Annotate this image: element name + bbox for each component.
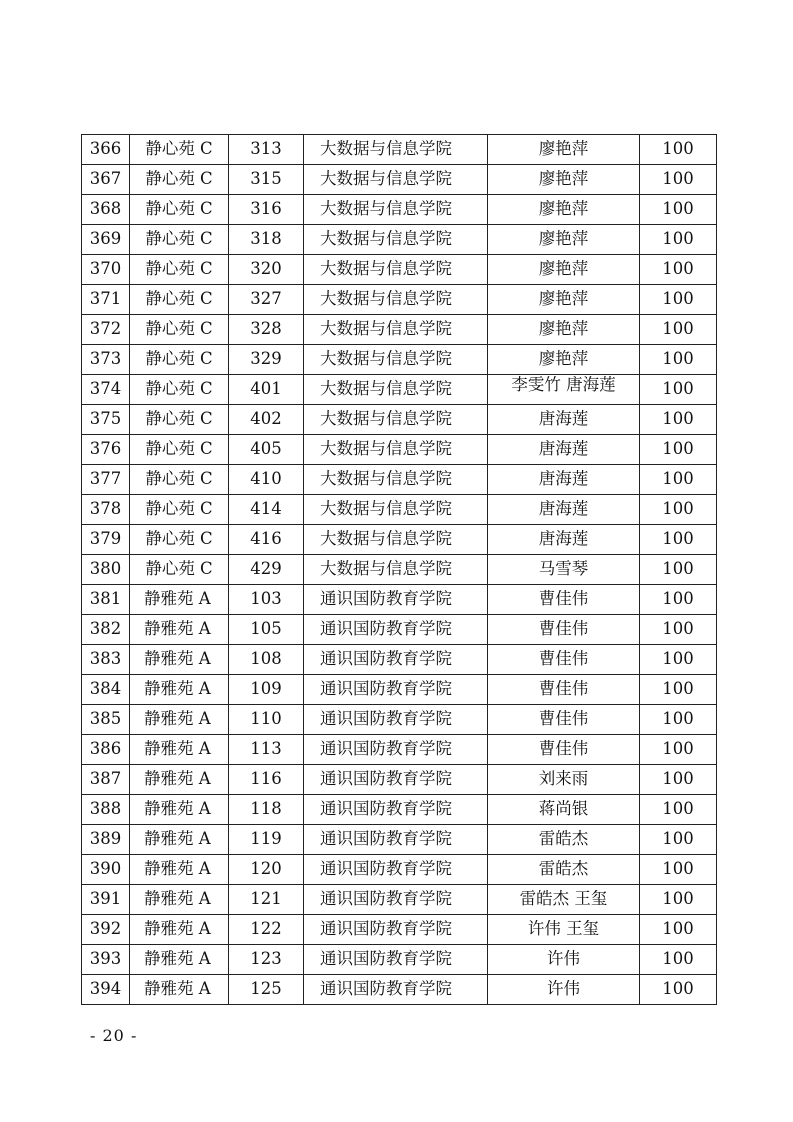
room-cell: 108 [229, 645, 304, 675]
building-cell: 静雅苑 A [130, 645, 229, 675]
table-row [82, 225, 717, 255]
table-row [82, 735, 717, 765]
college-cell: 通识国防教育学院 [304, 705, 488, 735]
dormitory-score-table [81, 134, 717, 1005]
score-cell: 100 [640, 315, 717, 345]
score-cell: 100 [640, 135, 717, 165]
college-cell: 通识国防教育学院 [304, 945, 488, 975]
table-row [82, 195, 717, 225]
inspector-name-cell: 曹佳伟 [488, 585, 640, 615]
college-cell: 通识国防教育学院 [304, 915, 488, 945]
college-cell: 大数据与信息学院 [304, 495, 488, 525]
room-cell: 103 [229, 585, 304, 615]
score-cell: 100 [640, 945, 717, 975]
room-cell: 414 [229, 495, 304, 525]
college-cell: 通识国防教育学院 [304, 675, 488, 705]
room-cell: 416 [229, 525, 304, 555]
score-cell: 100 [640, 525, 717, 555]
inspector-name-cell: 唐海莲 [488, 435, 640, 465]
table-row [82, 615, 717, 645]
room-cell: 329 [229, 345, 304, 375]
room-cell: 105 [229, 615, 304, 645]
score-cell: 100 [640, 615, 717, 645]
table-row [82, 765, 717, 795]
building-cell: 静心苑 C [130, 315, 229, 345]
table-body [82, 135, 717, 1005]
room-cell: 110 [229, 705, 304, 735]
building-cell: 静心苑 C [130, 285, 229, 315]
building-cell: 静心苑 C [130, 435, 229, 465]
row-number-cell: 393 [82, 945, 130, 975]
row-number-cell: 385 [82, 705, 130, 735]
building-cell: 静雅苑 A [130, 765, 229, 795]
room-cell: 121 [229, 885, 304, 915]
building-cell: 静心苑 C [130, 495, 229, 525]
score-cell: 100 [640, 195, 717, 225]
table-row [82, 525, 717, 555]
score-cell: 100 [640, 345, 717, 375]
row-number-cell: 367 [82, 165, 130, 195]
building-cell: 静雅苑 A [130, 825, 229, 855]
college-cell: 大数据与信息学院 [304, 345, 488, 375]
score-cell: 100 [640, 165, 717, 195]
inspector-name-cell: 唐海莲 [488, 495, 640, 525]
room-cell: 123 [229, 945, 304, 975]
building-cell: 静雅苑 A [130, 735, 229, 765]
table-row [82, 405, 717, 435]
row-number-cell: 374 [82, 375, 130, 405]
row-number-cell: 373 [82, 345, 130, 375]
row-number-cell: 368 [82, 195, 130, 225]
row-number-cell: 394 [82, 975, 130, 1005]
inspector-name-cell: 刘来雨 [488, 765, 640, 795]
building-cell: 静心苑 C [130, 255, 229, 285]
row-number-cell: 372 [82, 315, 130, 345]
building-cell: 静心苑 C [130, 135, 229, 165]
building-cell: 静雅苑 A [130, 945, 229, 975]
inspector-name-cell: 廖艳萍 [488, 195, 640, 225]
building-cell: 静心苑 C [130, 345, 229, 375]
inspector-name-cell: 曹佳伟 [488, 615, 640, 645]
score-cell: 100 [640, 765, 717, 795]
inspector-name-cell: 曹佳伟 [488, 735, 640, 765]
table-row [82, 975, 717, 1005]
score-cell: 100 [640, 885, 717, 915]
inspector-name-cell: 蒋尚银 [488, 795, 640, 825]
college-cell: 大数据与信息学院 [304, 465, 488, 495]
row-number-cell: 382 [82, 615, 130, 645]
table-row [82, 465, 717, 495]
college-cell: 大数据与信息学院 [304, 375, 488, 405]
score-cell: 100 [640, 495, 717, 525]
building-cell: 静雅苑 A [130, 675, 229, 705]
college-cell: 大数据与信息学院 [304, 525, 488, 555]
building-cell: 静雅苑 A [130, 855, 229, 885]
building-cell: 静心苑 C [130, 555, 229, 585]
score-cell: 100 [640, 405, 717, 435]
college-cell: 通识国防教育学院 [304, 585, 488, 615]
row-number-cell: 388 [82, 795, 130, 825]
score-cell: 100 [640, 675, 717, 705]
inspector-name-cell: 雷皓杰 [488, 825, 640, 855]
table-row [82, 945, 717, 975]
row-number-cell: 390 [82, 855, 130, 885]
row-number-cell: 389 [82, 825, 130, 855]
building-cell: 静心苑 C [130, 165, 229, 195]
score-cell: 100 [640, 705, 717, 735]
building-cell: 静心苑 C [130, 375, 229, 405]
college-cell: 通识国防教育学院 [304, 825, 488, 855]
inspector-name-cell: 曹佳伟 [488, 705, 640, 735]
row-number-cell: 387 [82, 765, 130, 795]
room-cell: 125 [229, 975, 304, 1005]
building-cell: 静心苑 C [130, 225, 229, 255]
table-row [82, 645, 717, 675]
room-cell: 320 [229, 255, 304, 285]
table-row [82, 345, 717, 375]
college-cell: 大数据与信息学院 [304, 255, 488, 285]
college-cell: 大数据与信息学院 [304, 225, 488, 255]
score-cell: 100 [640, 255, 717, 285]
room-cell: 113 [229, 735, 304, 765]
row-number-cell: 392 [82, 915, 130, 945]
building-cell: 静雅苑 A [130, 585, 229, 615]
table-row [82, 315, 717, 345]
table-row [82, 885, 717, 915]
row-number-cell: 379 [82, 525, 130, 555]
table-row [82, 165, 717, 195]
room-cell: 410 [229, 465, 304, 495]
score-cell: 100 [640, 735, 717, 765]
college-cell: 通识国防教育学院 [304, 615, 488, 645]
college-cell: 大数据与信息学院 [304, 165, 488, 195]
room-cell: 401 [229, 375, 304, 405]
inspector-name-cell: 许伟 [488, 975, 640, 1005]
room-cell: 315 [229, 165, 304, 195]
inspector-name-cell: 廖艳萍 [488, 225, 640, 255]
college-cell: 大数据与信息学院 [304, 315, 488, 345]
room-cell: 109 [229, 675, 304, 705]
room-cell: 327 [229, 285, 304, 315]
row-number-cell: 377 [82, 465, 130, 495]
row-number-cell: 371 [82, 285, 130, 315]
college-cell: 大数据与信息学院 [304, 285, 488, 315]
inspector-name-cell: 马雪琴 [488, 555, 640, 585]
room-cell: 122 [229, 915, 304, 945]
room-cell: 119 [229, 825, 304, 855]
score-cell: 100 [640, 855, 717, 885]
room-cell: 120 [229, 855, 304, 885]
inspector-name-cell: 廖艳萍 [488, 135, 640, 165]
row-number-cell: 384 [82, 675, 130, 705]
row-number-cell: 381 [82, 585, 130, 615]
table-row [82, 585, 717, 615]
room-cell: 313 [229, 135, 304, 165]
score-cell: 100 [640, 375, 717, 405]
inspector-name-cell: 曹佳伟 [488, 675, 640, 705]
table-row [82, 915, 717, 945]
college-cell: 大数据与信息学院 [304, 195, 488, 225]
row-number-cell: 380 [82, 555, 130, 585]
table-row [82, 435, 717, 465]
table-row [82, 855, 717, 885]
row-number-cell: 366 [82, 135, 130, 165]
college-cell: 大数据与信息学院 [304, 435, 488, 465]
score-cell: 100 [640, 285, 717, 315]
building-cell: 静心苑 C [130, 525, 229, 555]
inspector-name-cell: 廖艳萍 [488, 165, 640, 195]
table-row [82, 555, 717, 585]
building-cell: 静雅苑 A [130, 795, 229, 825]
table-row [82, 285, 717, 315]
room-cell: 118 [229, 795, 304, 825]
college-cell: 通识国防教育学院 [304, 975, 488, 1005]
score-cell: 100 [640, 975, 717, 1005]
building-cell: 静雅苑 A [130, 915, 229, 945]
building-cell: 静雅苑 A [130, 615, 229, 645]
college-cell: 大数据与信息学院 [304, 555, 488, 585]
row-number-cell: 378 [82, 495, 130, 525]
score-cell: 100 [640, 795, 717, 825]
score-cell: 100 [640, 645, 717, 675]
building-cell: 静心苑 C [130, 405, 229, 435]
inspector-name-cell: 李雯竹 唐海莲 [488, 375, 640, 405]
page-number: - 20 - [90, 1026, 138, 1045]
table-row [82, 375, 717, 405]
college-cell: 通识国防教育学院 [304, 855, 488, 885]
college-cell: 通识国防教育学院 [304, 885, 488, 915]
inspector-name-cell: 唐海莲 [488, 525, 640, 555]
room-cell: 116 [229, 765, 304, 795]
row-number-cell: 375 [82, 405, 130, 435]
inspector-name-cell: 廖艳萍 [488, 345, 640, 375]
college-cell: 大数据与信息学院 [304, 405, 488, 435]
score-cell: 100 [640, 435, 717, 465]
row-number-cell: 370 [82, 255, 130, 285]
room-cell: 429 [229, 555, 304, 585]
table-row [82, 705, 717, 735]
inspector-name-cell: 唐海莲 [488, 465, 640, 495]
score-cell: 100 [640, 915, 717, 945]
building-cell: 静心苑 C [130, 195, 229, 225]
row-number-cell: 369 [82, 225, 130, 255]
inspector-name-cell: 廖艳萍 [488, 285, 640, 315]
inspector-name-cell: 雷皓杰 王玺 [488, 885, 640, 915]
room-cell: 316 [229, 195, 304, 225]
table-row [82, 795, 717, 825]
building-cell: 静雅苑 A [130, 975, 229, 1005]
table-row [82, 135, 717, 165]
building-cell: 静雅苑 A [130, 705, 229, 735]
room-cell: 328 [229, 315, 304, 345]
inspector-name-cell: 廖艳萍 [488, 255, 640, 285]
inspector-name-cell: 廖艳萍 [488, 315, 640, 345]
score-cell: 100 [640, 555, 717, 585]
inspector-name-cell: 唐海莲 [488, 405, 640, 435]
room-cell: 318 [229, 225, 304, 255]
inspector-name-cell: 雷皓杰 [488, 855, 640, 885]
building-cell: 静雅苑 A [130, 885, 229, 915]
college-cell: 通识国防教育学院 [304, 735, 488, 765]
table-row [82, 825, 717, 855]
room-cell: 405 [229, 435, 304, 465]
row-number-cell: 376 [82, 435, 130, 465]
table-row [82, 675, 717, 705]
inspector-name-cell: 许伟 王玺 [488, 915, 640, 945]
score-cell: 100 [640, 825, 717, 855]
inspector-name-cell: 曹佳伟 [488, 645, 640, 675]
score-cell: 100 [640, 585, 717, 615]
row-number-cell: 383 [82, 645, 130, 675]
table-row [82, 255, 717, 285]
inspector-name-cell: 许伟 [488, 945, 640, 975]
row-number-cell: 391 [82, 885, 130, 915]
score-cell: 100 [640, 465, 717, 495]
room-cell: 402 [229, 405, 304, 435]
college-cell: 通识国防教育学院 [304, 765, 488, 795]
table-row [82, 495, 717, 525]
score-cell: 100 [640, 225, 717, 255]
college-cell: 通识国防教育学院 [304, 645, 488, 675]
college-cell: 通识国防教育学院 [304, 795, 488, 825]
college-cell: 大数据与信息学院 [304, 135, 488, 165]
row-number-cell: 386 [82, 735, 130, 765]
building-cell: 静心苑 C [130, 465, 229, 495]
